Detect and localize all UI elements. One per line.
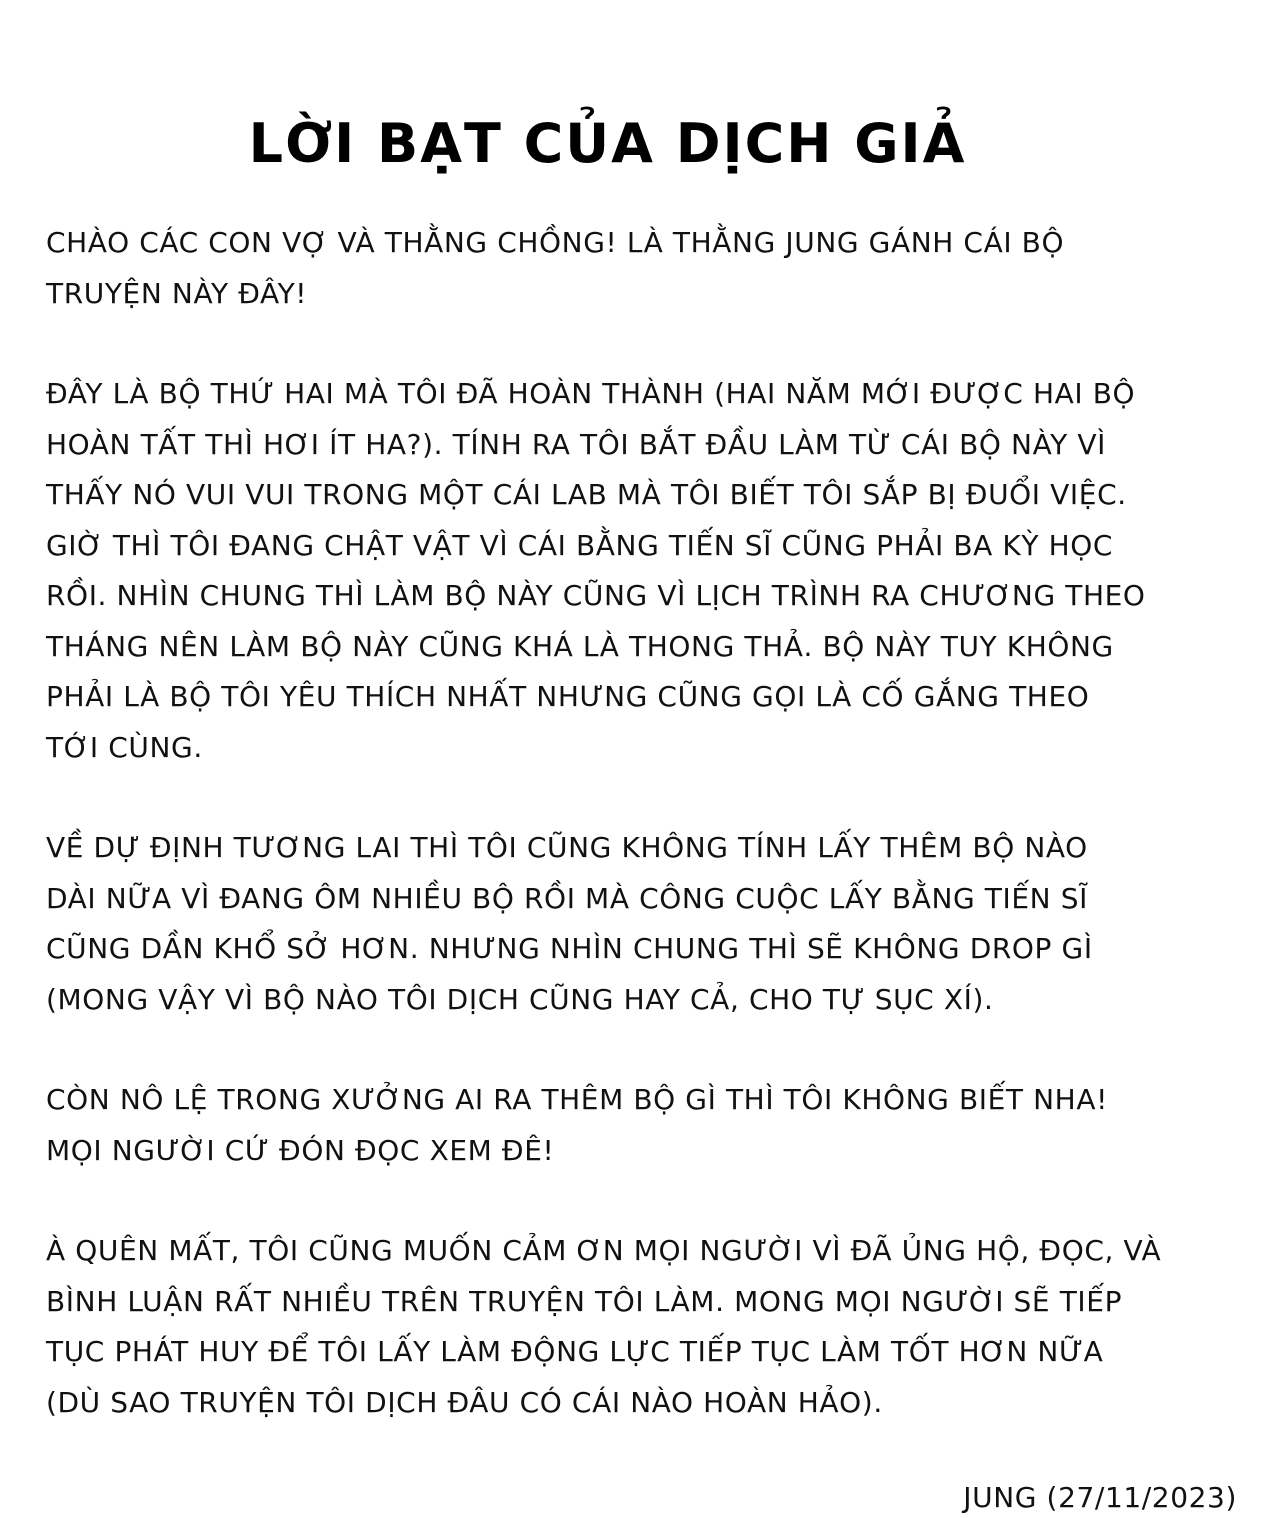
text-line: (DÙ SAO TRUYỆN TÔI DỊCH ĐÂU CÓ CÁI NÀO HOÀN HẢO). bbox=[46, 1385, 883, 1419]
text-line: À QUÊN MẤT, TÔI CŨNG MUỐN CẢM ƠN MỌI NGƯỜI VÌ ĐÃ ỦNG HỘ, ĐỌC, VÀ bbox=[46, 1234, 1162, 1267]
text-line: RỒI. NHÌN CHUNG THÌ LÀM BỘ NÀY CŨNG VÌ LỊCH TRÌNH RA CHƯƠNG THEO bbox=[46, 579, 1146, 612]
page-title: LỜI BẠT CỦA DỊCH GIẢ bbox=[248, 112, 967, 175]
text-line: PHẢI LÀ BỘ TÔI YÊU THÍCH NHẤT NHƯNG CŨNG GỌI LÀ CỐ GẮNG THEO bbox=[46, 680, 1090, 713]
text-line: HOÀN TẤT THÌ HƠI ÍT HA?). TÍNH RA TÔI BẮT ĐẦU LÀM TỪ CÁI BỘ NÀY VÌ bbox=[46, 427, 1106, 461]
text-line: TRUYỆN NÀY ĐÂY! bbox=[46, 276, 308, 310]
afterword-body bbox=[46, 218, 1221, 1478]
text-line: ĐÂY LÀ BỘ THỨ HAI MÀ TÔI ĐÃ HOÀN THÀNH (HAI NĂM MỚI ĐƯỢC HAI BỘ bbox=[46, 377, 1136, 410]
text-line: THẤY NÓ VUI VUI TRONG MỘT CÁI LAB MÀ TÔI BIẾT TÔI SẮP BỊ ĐUỔI VIỆC. bbox=[46, 478, 1127, 511]
text-line: CÒN NÔ LỆ TRONG XƯỞNG AI RA THÊM BỘ GÌ THÌ TÔI KHÔNG BIẾT NHA! bbox=[46, 1083, 1108, 1116]
text-line: CŨNG DẦN KHỔ SỞ HƠN. NHƯNG NHÌN CHUNG THÌ SẼ KHÔNG DROP GÌ bbox=[46, 932, 1093, 965]
text-line: GIỜ THÌ TÔI ĐANG CHẬT VẬT VÌ CÁI BẰNG TIẾN SĨ CŨNG PHẢI BA KỲ HỌC bbox=[46, 528, 1114, 562]
text-line: CHÀO CÁC CON VỢ VÀ THẰNG CHỒNG! LÀ THẰNG JUNG GÁNH CÁI BỘ bbox=[46, 226, 1065, 259]
text-line: (MONG VẬY VÌ BỘ NÀO TÔI DỊCH CŨNG HAY CẢ, CHO TỰ SỤC XÍ). bbox=[46, 982, 994, 1016]
paragraph bbox=[46, 1226, 1221, 1428]
text-line: THÁNG NÊN LÀM BỘ NÀY CŨNG KHÁ LÀ THONG THẢ. BỘ NÀY TUY KHÔNG bbox=[46, 629, 1114, 663]
signature: JUNG (27/11/2023) bbox=[963, 1481, 1237, 1514]
paragraph bbox=[46, 1075, 1221, 1176]
text-line: VỀ DỰ ĐỊNH TƯƠNG LAI THÌ TÔI CŨNG KHÔNG TÍNH LẤY THÊM BỘ NÀO bbox=[46, 831, 1088, 864]
text-line: MỌI NGƯỜI CỨ ĐÓN ĐỌC XEM ĐÊ! bbox=[46, 1133, 555, 1167]
paragraph bbox=[46, 823, 1221, 1025]
text-line: DÀI NỮA VÌ ĐANG ÔM NHIỀU BỘ RỒI MÀ CÔNG CUỘC LẤY BẰNG TIẾN SĨ bbox=[46, 881, 1088, 915]
text-line: BÌNH LUẬN RẤT NHIỀU TRÊN TRUYỆN TÔI LÀM. MONG MỌI NGƯỜI SẼ TIẾP bbox=[46, 1284, 1123, 1318]
text-line: TỚI CÙNG. bbox=[46, 730, 203, 764]
text-line: TỤC PHÁT HUY ĐỂ TÔI LẤY LÀM ĐỘNG LỰC TIẾP TỤC LÀM TỐT HƠN NỮA bbox=[46, 1335, 1104, 1368]
paragraph bbox=[46, 218, 1221, 319]
paragraph bbox=[46, 369, 1221, 773]
